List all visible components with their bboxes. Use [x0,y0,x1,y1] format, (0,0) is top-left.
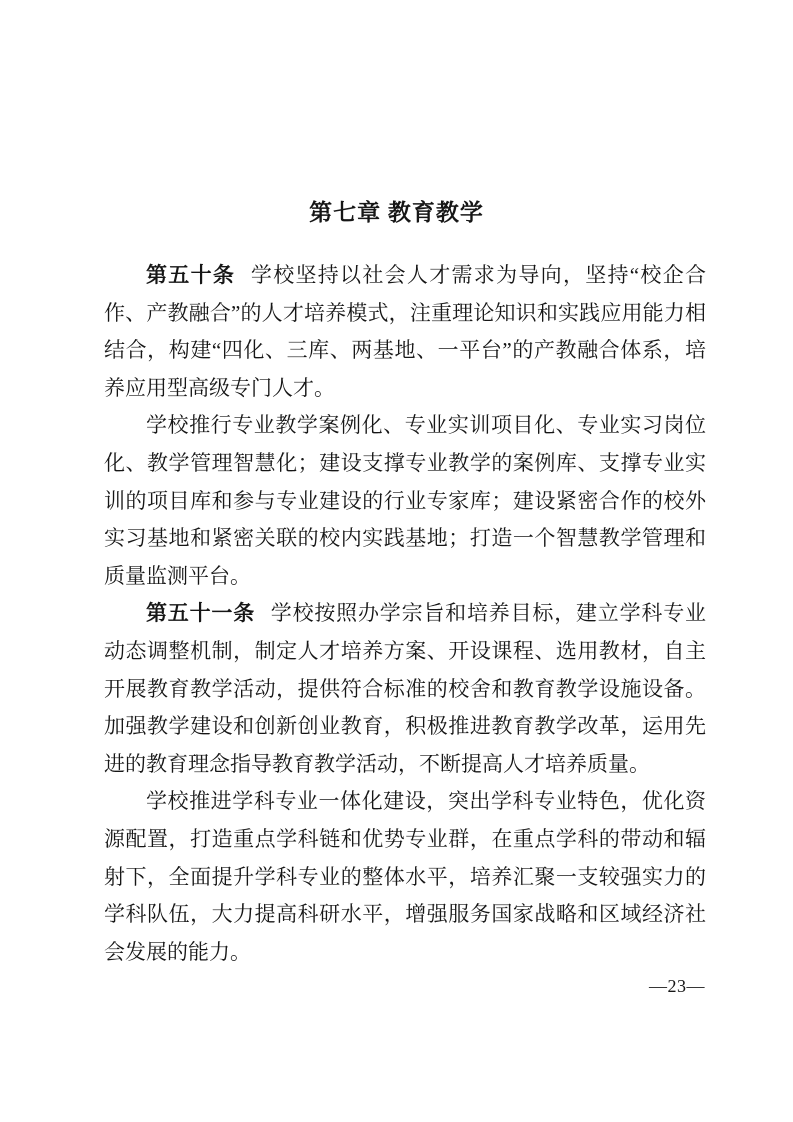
paragraph-text: 学校推行专业教学案例化、专业实训项目化、专业实习岗位化、教学管理智慧化；建设支撑专业教学的案例库、支撑专业实训的项目库和参与专业建设的行业专家库；建设紧密合作的校外实习基地和紧密关联的校内实践基地；打造一个智慧教学管理和质量监测平台。 [104,413,706,588]
paragraph [104,783,706,971]
paragraph-text: 学校坚持以社会人才需求为导向，坚持“校企合作、产教融合”的人才培养模式，注重理论知识和实践应用能力相结合，构建“四化、三库、两基地、一平台”的产教融合体系，培养应用型高级专门人才。 [104,263,706,400]
article-number-label: 第五十条 [146,263,236,287]
paragraph [104,407,706,595]
article-number-label: 第五十一条 [146,601,256,626]
paragraph [104,595,706,783]
paragraph-text: 学校推进学科专业一体化建设，突出学科专业特色，优化资源配置，打造重点学科链和优势专业群，在重点学科的带动和辐射下，全面提升学科专业的整体水平，培养汇聚一支较强实力的学科队伍，大力提高科研水平，增强服务国家战略和区域经济社会发展的能力。 [104,789,706,964]
document-body [104,257,706,971]
chapter-title: 第七章 教育教学 [309,200,484,225]
paragraph [104,257,706,407]
page-number: —23— [649,976,705,996]
paragraph-text: 学校按照办学宗旨和培养目标，建立学科专业动态调整机制，制定人才培养方案、开设课程、选用教材，自主开展教育教学活动，提供符合标准的校舍和教育教学设施设备。加强教学建设和创新创业教育，积极推进教育教学改革，运用先进的教育理念指导教育教学活动，不断提高人才培养质量。 [104,601,707,776]
